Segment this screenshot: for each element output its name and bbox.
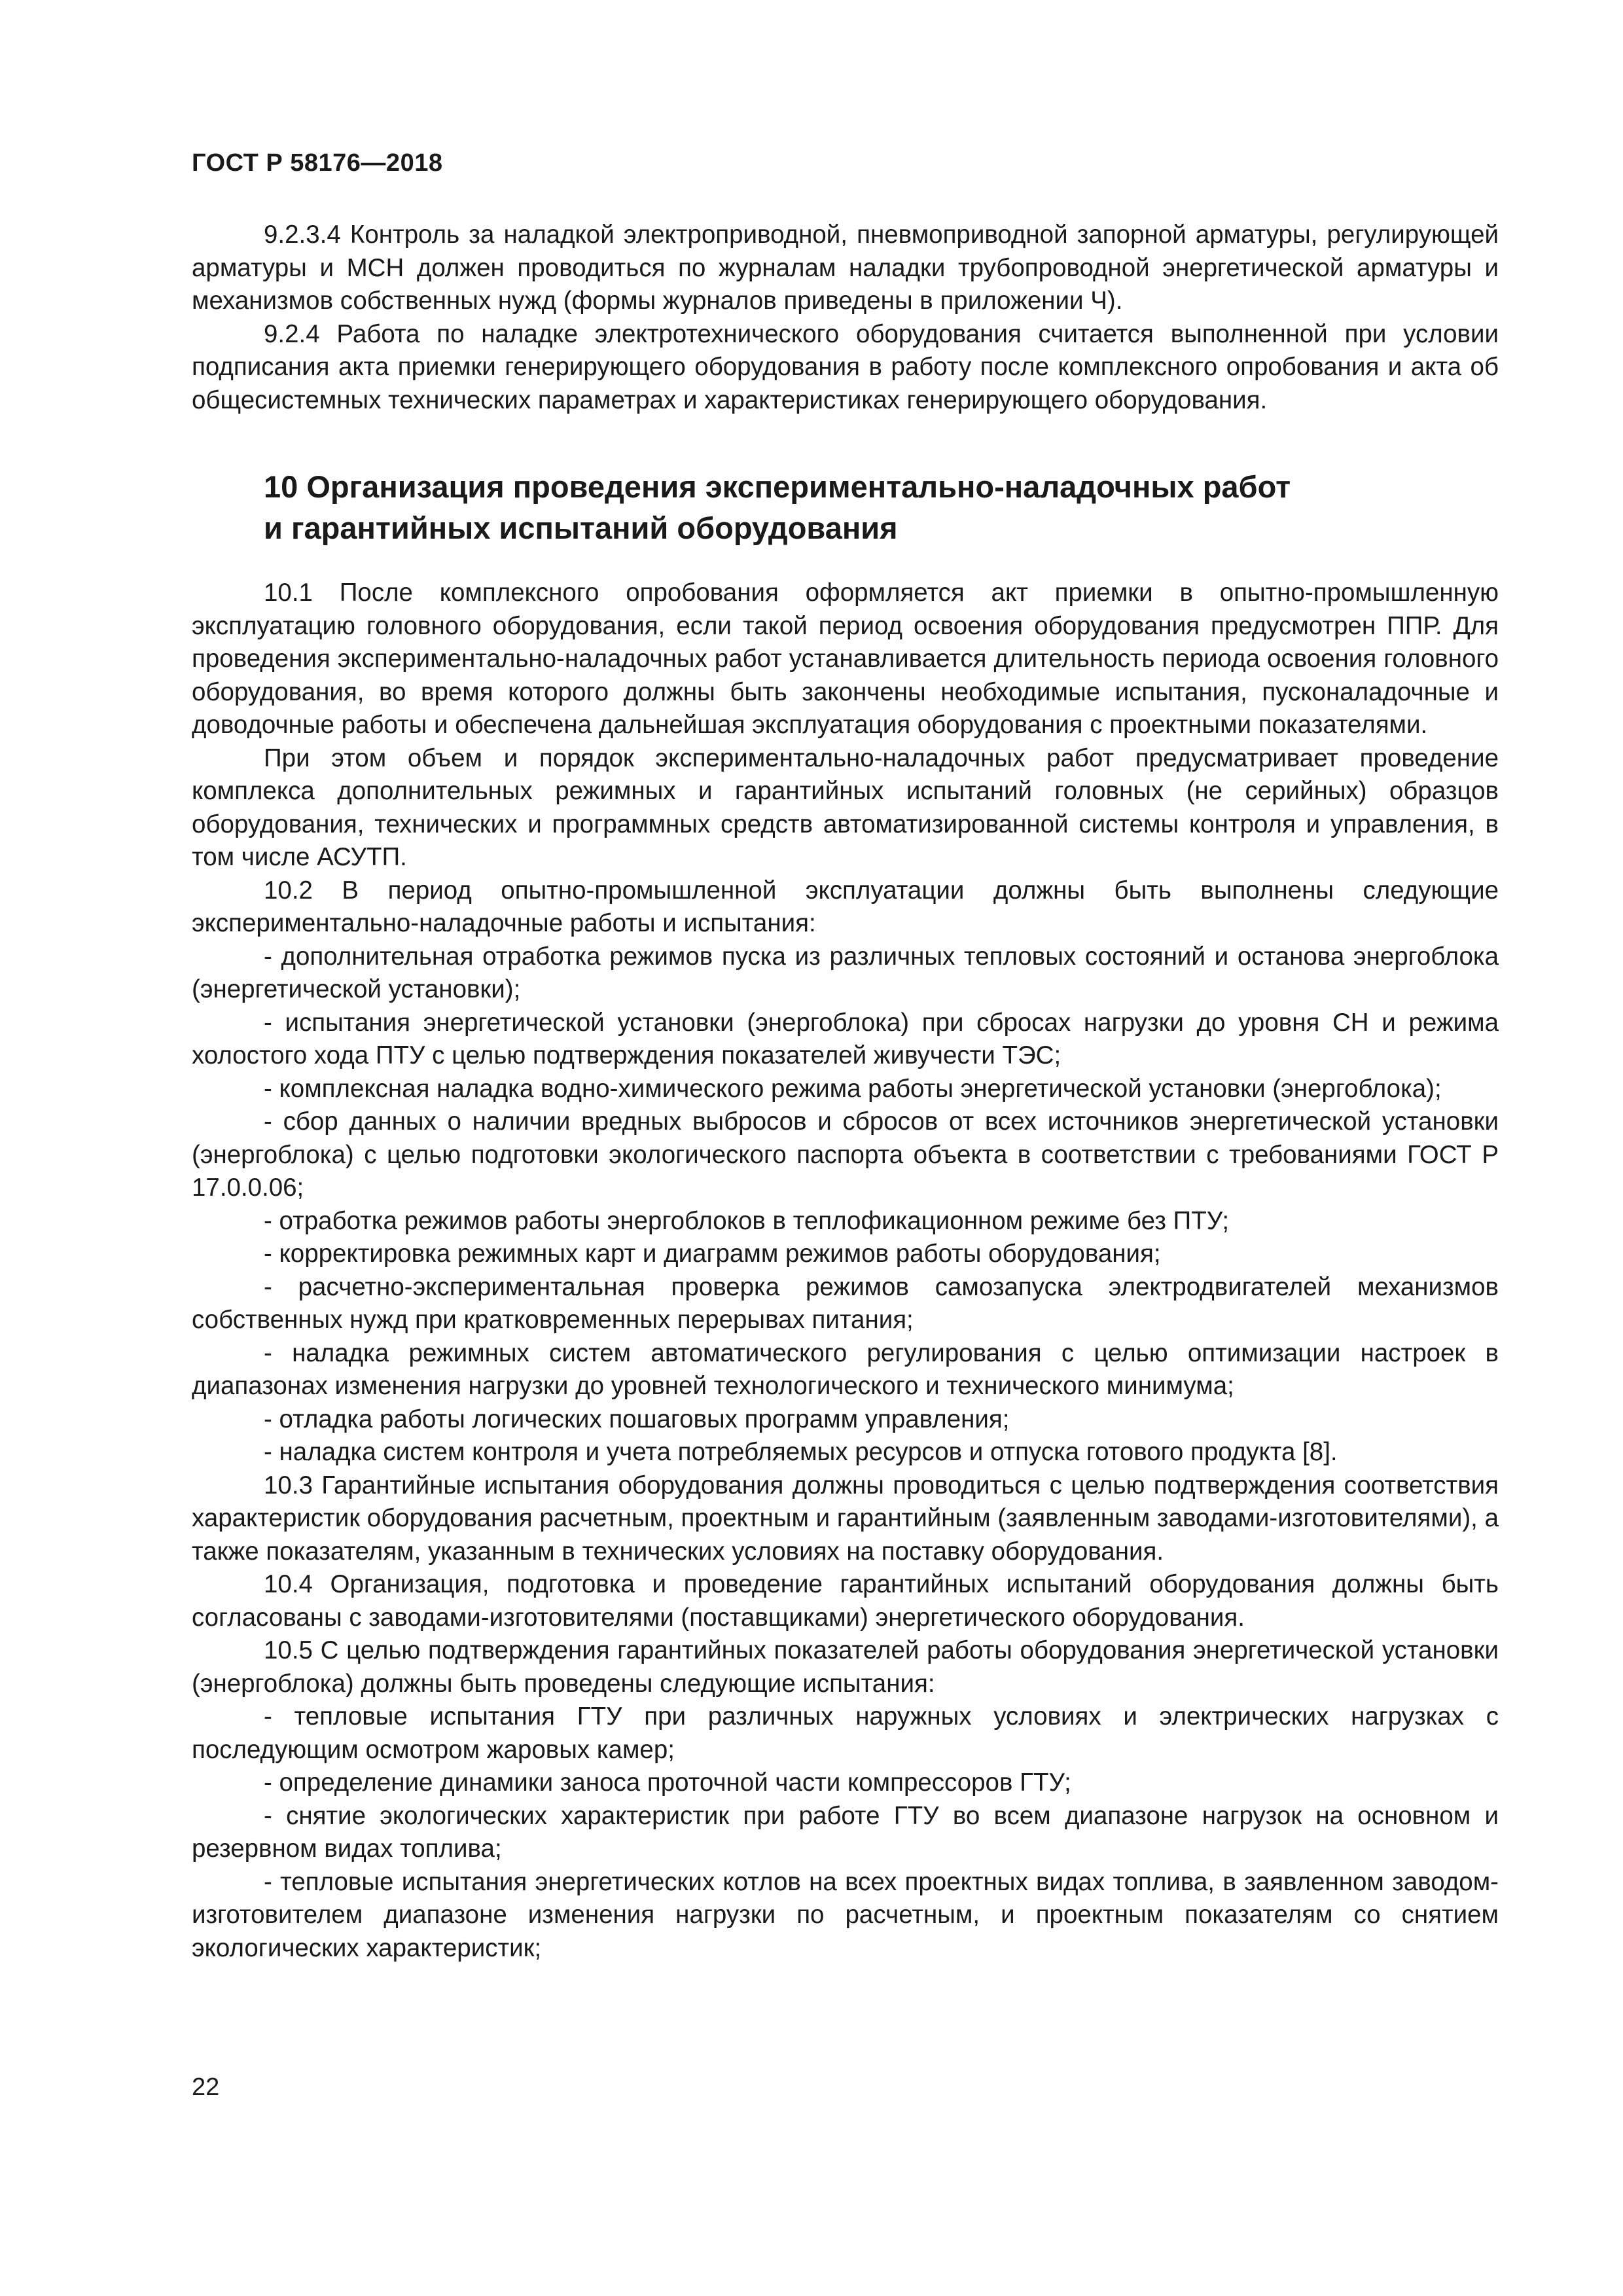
section-title-line-2: и гарантийных испытаний оборудования bbox=[264, 511, 898, 545]
intro-text-block bbox=[192, 219, 1499, 417]
list-item: - снятие экологических характеристик при работе ГТУ во всем диапазоне нагрузок на основном и резервном видах топлива; bbox=[192, 1801, 1499, 1863]
paragraph-10-2: 10.2 В период опытно-промышленной эксплуатации должны быть выполнены следующие экспериментально-наладочные работы и испытания: bbox=[192, 876, 1499, 937]
list-item: - отладка работы логических пошаговых программ управления; bbox=[264, 1405, 1010, 1433]
section-10-body bbox=[192, 577, 1499, 1965]
paragraph-10-5: 10.5 С целью подтверждения гарантийных показателей работы оборудования энергетической установки (энергоблока) должны быть проведены следующие испытания: bbox=[192, 1636, 1499, 1698]
list-item: - сбор данных о наличии вредных выбросов и сбросов от всех источников энергетической установки (энергоблока) с целью подготовки экологического паспорта объекта в соответствии с требованиями ГОСТ Р 17.0.0.06; bbox=[192, 1107, 1499, 1202]
paragraph-10-1: 10.1 После комплексного опробования оформляется акт приемки в опытно-промышленную эксплуатацию головного оборудования, если такой период освоения оборудования предусмотрен ППР. Для проведения экспериментально-наладочных работ устанавливается длительность периода освоения головного оборудования, во время которого должны быть закончены необходимые испытания, пусконаладочные и доводочные работы и обеспечена дальнейшая эксплуатация оборудования с проектными показателями. bbox=[192, 579, 1499, 739]
list-item: - испытания энергетической установки (энергоблока) при сбросах нагрузки до уровня СН и режима холостого хода ПТУ с целью подтверждения показателей живучести ТЭС; bbox=[192, 1008, 1499, 1069]
section-10-title bbox=[264, 466, 1442, 548]
paragraph-10-3: 10.3 Гарантийные испытания оборудования должны проводиться с целью подтверждения соответствия характеристик оборудования расчетным, проектным и гарантийным (заявленным заводами-изготовителями), а также показателям, указанным в технических условиях на поставку оборудования. bbox=[192, 1471, 1499, 1566]
document-code-header: ГОСТ Р 58176—2018 bbox=[192, 149, 443, 177]
paragraph-10-4: 10.4 Организация, подготовка и проведение гарантийных испытаний оборудования должны быть согласованы с заводами-изготовителями (поставщиками) энергетического оборудования. bbox=[192, 1570, 1499, 1632]
list-item: - расчетно-экспериментальная проверка режимов самозапуска электродвигателей механизмов собственных нужд при кратковременных перерывах питания; bbox=[192, 1272, 1499, 1334]
list-item: - наладка режимных систем автоматического регулирования с целью оптимизации настроек в диапазонах изменения нагрузки до уровней технологического и технического минимума; bbox=[192, 1338, 1499, 1400]
paragraph-9-2-3-4: 9.2.3.4 Контроль за наладкой электроприводной, пневмоприводной запорной арматуры, регулирующей арматуры и МСН должен проводиться по журналам наладки трубопроводной энергетической арматуры и механизмов собственных нужд (формы журналов приведены в приложении Ч). bbox=[192, 221, 1499, 315]
list-item: - дополнительная отработка режимов пуска из различных тепловых состояний и останова энергоблока (энергетической установки); bbox=[192, 942, 1499, 1003]
list-item: - комплексная наладка водно-химического режима работы энергетической установки (энергоблока); bbox=[264, 1074, 1442, 1103]
list-item: - отработка режимов работы энергоблоков в теплофикационном режиме без ПТУ; bbox=[264, 1206, 1230, 1235]
paragraph: При этом объем и порядок экспериментально-наладочных работ предусматривает проведение комплекса дополнительных режимных и гарантийных испытаний головных (не серийных) образцов оборудования, технических и программных средств автоматизированной системы контроля и управления, в том числе АСУТП. bbox=[192, 744, 1499, 871]
list-item: - тепловые испытания энергетических котлов на всех проектных видах топлива, в заявленном заводом-изготовителем диапазоне изменения нагрузки по расчетным, и проектным показателям со снятием экологических характеристик; bbox=[192, 1867, 1499, 1962]
section-title-line-1: 10 Организация проведения экспериментально-наладочных работ bbox=[264, 469, 1291, 504]
list-item: - определение динамики заноса проточной части компрессоров ГТУ; bbox=[264, 1768, 1071, 1797]
list-item: - корректировка режимных карт и диаграмм режимов работы оборудования; bbox=[264, 1240, 1161, 1268]
page-number: 22 bbox=[192, 2073, 220, 2101]
list-item: - тепловые испытания ГТУ при различных наружных условиях и электрических нагрузках с последующим осмотром жаровых камер; bbox=[192, 1702, 1499, 1764]
paragraph-9-2-4: 9.2.4 Работа по наладке электротехнического оборудования считается выполненной при условии подписания акта приемки генерирующего оборудования в работу после комплексного опробования и акта об общесистемных технических параметрах и характеристиках генерирующего оборудования. bbox=[192, 319, 1499, 414]
list-item: - наладка систем контроля и учета потребляемых ресурсов и отпуска готового продукта [8]. bbox=[264, 1438, 1338, 1466]
